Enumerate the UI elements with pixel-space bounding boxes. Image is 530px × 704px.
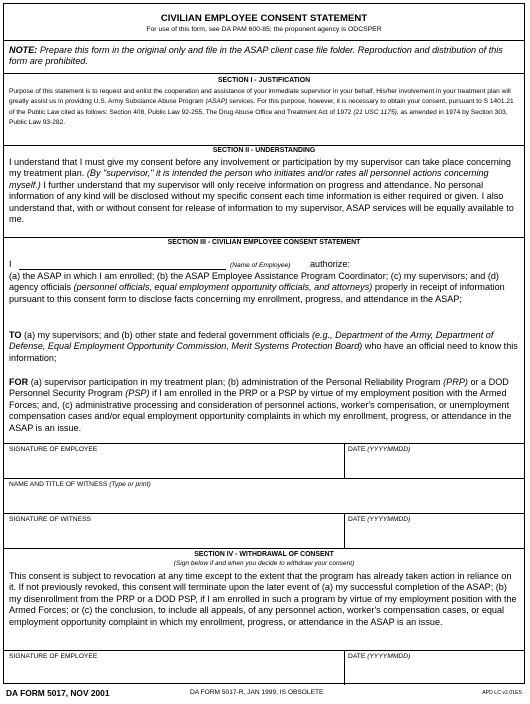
divider <box>4 237 524 238</box>
witness-signature-label: SIGNATURE OF WITNESS <box>9 516 91 523</box>
divider <box>344 513 345 548</box>
consent-form <box>3 3 525 684</box>
section2-text <box>9 157 519 225</box>
section1-title: SECTION I - JUSTIFICATION <box>217 77 311 84</box>
date-label: DATE <box>348 516 368 523</box>
section3-for-text <box>9 377 519 434</box>
date-label: DATE <box>348 446 368 453</box>
section2-p1: I understand that I must give my consent before any involvement or participation by my supervisor can take place concerning my treatment plan. <box>9 157 511 179</box>
section3-authorize-text <box>9 271 519 305</box>
section1-p3: , as amended in 1974 by Section 303, Public Law 93-282. <box>9 108 508 127</box>
divider <box>344 443 345 478</box>
section3-for2-ital: (PSP) <box>125 388 150 399</box>
section4-title: SECTION IV - WITHDRAWAL OF CONSENT <box>194 551 334 558</box>
section2-p2: I further understand that my supervisor will only receive information on progress and attendance. No personal information of any kind will be disclosed without my specific consent each time information is either required or given. I also understand that, with or without consent for release of information to my supervisor, ASAP services will be equally available to me. <box>9 179 514 225</box>
employee-signature-label: SIGNATURE OF EMPLOYEE <box>9 446 98 453</box>
divider <box>4 145 524 146</box>
section3-to1: (a) my supervisors; and (b) other state and federal government officials <box>21 330 312 340</box>
employee-date-field[interactable] <box>348 446 410 453</box>
witness-date-field[interactable] <box>348 516 410 523</box>
section3-a1-ital: (personnel officials, equal employment opportunity officials, and attorneys) <box>73 282 373 293</box>
section3-title: SECTION III - CIVILIAN EMPLOYEE CONSENT STATEMENT <box>167 239 361 246</box>
section3-for2: or a DOD Personnel Security Program <box>9 377 509 399</box>
divider <box>4 40 524 41</box>
authorize-label: authorize: <box>310 259 350 269</box>
section1-text <box>9 87 519 129</box>
i-label: I <box>9 259 12 269</box>
divider <box>4 548 524 549</box>
divider <box>4 650 524 651</box>
withdrawal-signature-label: SIGNATURE OF EMPLOYEE <box>9 653 98 660</box>
section4-text: This consent is subject to revocation at any time except to the extent that the program has already taken action in reliance on it. If not previously revoked, this consent will terminate upon the later event of (a) my successful completion of the ASAP; (b) my disenrollment from the PRP or a DOD PSP, if I am enrolled in such a program by virtue of my employment position with the Armed Forces; or (c) the conclusion, to include all appeals, of any personnel action, worker's compensation cases, or equal employment opportunity complaint in which my enrollment, progress, or attendance in the ASAP is an issue. <box>9 571 517 627</box>
version-label: APD LC v2.01ES <box>482 690 522 696</box>
section3-for3: if I am enrolled in the PRP or a PSP by virtue of my employment position with the Armed Forces; and, (c) administrative processing and consideration of personnel actions, worker's compensation, or unemployment compensation cases and/or equal employment opportunity complaints in which my enrollment, progress, or attendance in the ASAP is an issue. <box>9 388 512 433</box>
note-block <box>9 45 519 68</box>
form-number: DA FORM 5017, NOV 2001 <box>6 688 110 698</box>
section3-to2: who have an official need to know this information; <box>9 341 518 363</box>
divider <box>4 443 524 444</box>
witness-signature-field[interactable] <box>9 516 91 523</box>
name-hint: (Name of Employee) <box>230 262 291 269</box>
section3-to1-ital: (e.g., Department of the Army, Department of Defense, Equal Employment Opportunity Commission, Merit Systems Protection Board) <box>9 330 494 352</box>
date-label: DATE <box>348 653 368 660</box>
witness-hint: (Type or print) <box>109 481 151 488</box>
edition-note: DA FORM 5017-R, JAN 1999, IS OBSOLETE <box>190 689 324 696</box>
section1-p1: Purpose of this statement is to request and enlist the cooperation and assistance of your immediate supervisor in your behalf. His/her involvement in your treatment plan will greatly assist us in providing U.S. Army Substance Abuse Program <box>9 88 511 106</box>
section1-p1-ital: (ASAP) <box>205 98 228 106</box>
divider <box>4 513 524 514</box>
date-hint: (YYYYMMDD) <box>367 653 411 660</box>
section4-subtitle: (Sign below if and when you decide to withdraw your consent) <box>173 560 355 567</box>
divider <box>4 478 524 479</box>
note-text: Prepare this form in the original only and file in the ASAP client case file folder. Reproduction and distribution of this form are prohibited. <box>9 45 503 67</box>
section3-to-text <box>9 330 519 364</box>
divider <box>4 73 524 74</box>
withdrawal-date-field[interactable] <box>348 653 410 660</box>
witness-name-field[interactable] <box>9 481 151 488</box>
form-subtitle: For use of this form, see DA PAM 600-85; the proponent agency is ODCSPER <box>146 26 382 33</box>
employee-name-line[interactable] <box>19 269 226 270</box>
section3-a1: (a) the ASAP in which I am enrolled; (b) the ASAP Employee Assistance Program Coordinator; (c) my supervisors; and (d) agency officials <box>9 271 499 293</box>
withdrawal-signature-field[interactable] <box>9 653 97 660</box>
date-hint: (YYYYMMDD) <box>367 446 411 453</box>
note-label: NOTE: <box>9 45 38 55</box>
witness-name-label: NAME AND TITLE OF WITNESS <box>9 481 110 488</box>
section3-for1-ital: (PRP) <box>443 377 468 387</box>
section2-p1-ital: (By "supervisor," it is intended the person who initiates and/or rates all personnel actions concerning myself.) <box>9 168 489 190</box>
to-label: TO <box>9 330 22 340</box>
form-title: CIVILIAN EMPLOYEE CONSENT STATEMENT <box>160 13 368 24</box>
for-label: FOR <box>9 377 29 387</box>
section1-p2: services. For this purpose, however, it is necessary to obtain your consent, pursuant to S 1401.21 of the Public Law cited as follows: Section 408, Public Law 92-255, The Drug Abuse Office and Treatment Act of 1972 <box>9 98 514 116</box>
section1-p2-ital: (21 USC 1175) <box>353 108 397 116</box>
employee-signature-field[interactable] <box>9 446 97 453</box>
section3-a2: properly in receipt of information pursuant to this consent form to disclose facts concerning my enrollment, progress, and attendance in the ASAP; <box>9 282 505 304</box>
date-hint: (YYYYMMDD) <box>367 516 411 523</box>
divider <box>344 650 345 685</box>
section2-title: SECTION II - UNDERSTANDING <box>212 147 316 154</box>
section3-for1: (a) supervisor participation in my treatment plan; (b) administration of the Personal Reliability Program <box>28 377 444 387</box>
